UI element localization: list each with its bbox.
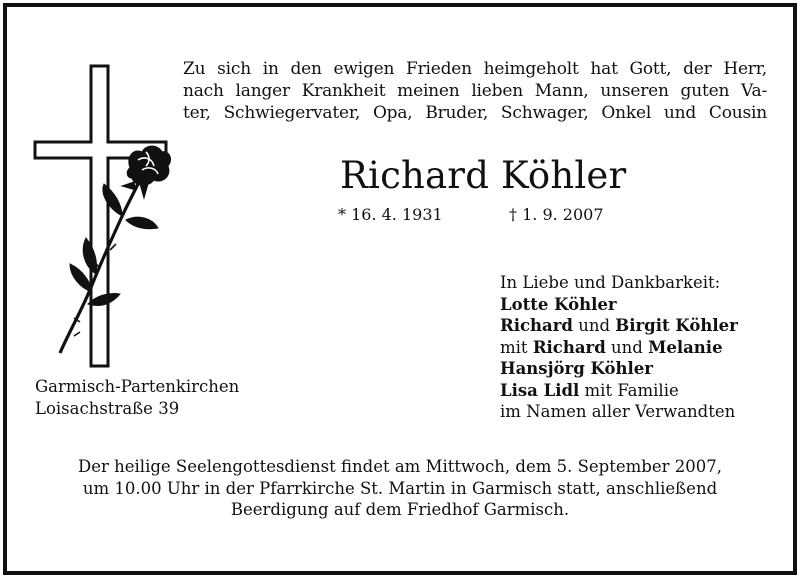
mourner-name: Richard (532, 337, 606, 357)
mourner-name: Lotte Köhler (500, 294, 617, 314)
address-block (35, 376, 239, 419)
mourner-connector: mit (500, 337, 533, 357)
mourner-line: im Namen aller Verwandten (500, 402, 736, 421)
mourner-name: Birgit Köhler (615, 316, 738, 335)
mourners-block (500, 272, 738, 423)
mourners-heading: In Liebe und Dankbarkeit: (500, 273, 721, 292)
deceased-name: Richard Köhler (340, 154, 627, 197)
rose-icon (60, 146, 170, 353)
service-line: Der heilige Seelengottesdienst findet am Mittwoch, dem 5. September 2007, (78, 457, 722, 476)
mourner-name: Melanie (648, 337, 723, 357)
address-street: Loisachstraße 39 (35, 398, 180, 418)
mourner-connector: mit Familie (579, 380, 679, 400)
cross-icon (35, 66, 166, 366)
service-line: Beerdigung auf dem Friedhof Garmisch. (230, 500, 570, 519)
intro-text (183, 58, 767, 124)
mourner-connector: und (572, 316, 616, 335)
intro-line: nach langer Krankheit meinen lieben Mann, unseren guten Va- (183, 81, 767, 101)
mourner-line (500, 337, 738, 359)
mourner-line (500, 380, 738, 402)
intro-line: Zu sich in den ewigen Frieden heimgeholt hat Gott, der Herr, (183, 59, 767, 79)
mourner-line (500, 358, 738, 380)
address-city: Garmisch-Partenkirchen (35, 377, 240, 396)
cross-with-rose-emblem (30, 60, 175, 372)
mourner-name: Richard (500, 316, 573, 335)
mourner-line (500, 315, 738, 337)
service-announcement (20, 456, 780, 521)
birth-date: * 16. 4. 1931 (338, 205, 443, 224)
mourner-name: Lisa Lidl (500, 380, 580, 400)
service-line: um 10.00 Uhr in der Pfarrkirche St. Martin in Garmisch statt, anschließend (82, 478, 718, 498)
mourner-connector: und (605, 337, 649, 357)
mourner-line (500, 294, 738, 316)
death-date: † 1. 9. 2007 (509, 205, 604, 224)
intro-line: ter, Schwiegervater, Opa, Bruder, Schwager, Onkel und Cousin (183, 103, 767, 123)
mourner-name: Hansjörg Köhler (500, 359, 653, 378)
